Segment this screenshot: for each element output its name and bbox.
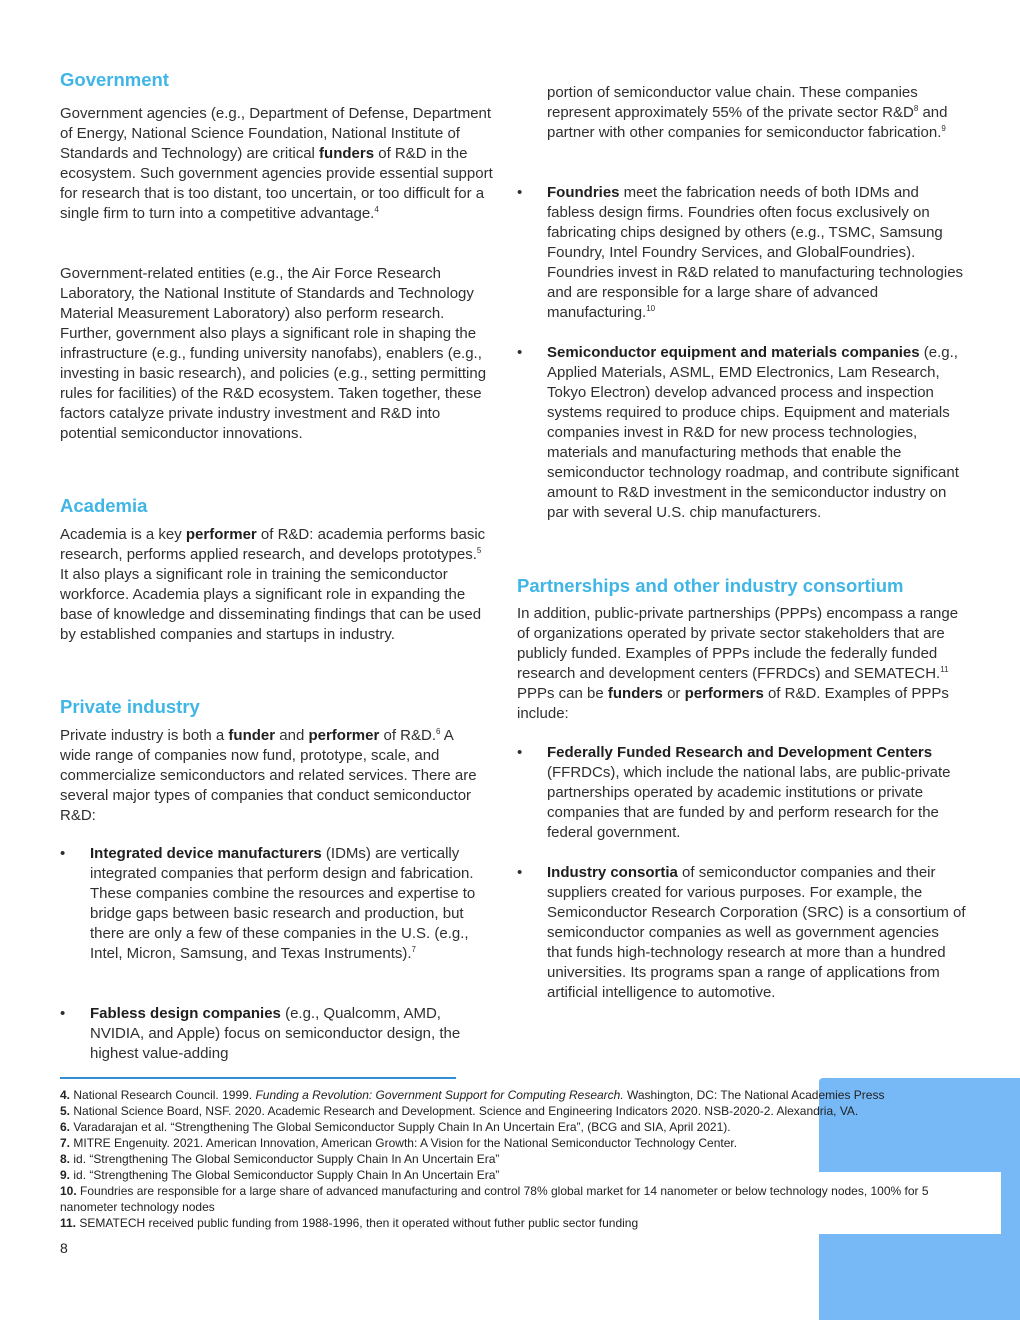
- footnote-7: 7. MITRE Engenuity. 2021. American Innovation, American Growth: A Vision for the National Semiconductor Technology Center.: [60, 1136, 738, 1150]
- bullet-consortia-text: Industry consortia of semiconductor companies and their suppliers created for various purposes. For example, the Semiconductor Research Corporation (SRC) is a consortium of semiconductor companies as well as government agencies that funds high-technology research at more than a hundred universities. Its programs span a range of applications from artificial intelligence to automotive.: [547, 864, 966, 1001]
- fabless-continuation: portion of semiconductor value chain. These companies represent approximately 55% of the private sector $R\&D^8$ and partner with other companies for semiconductor fabrication.$^9$: [547, 84, 948, 141]
- bullet-ffrdc-text: Federally Funded Research and Development Centers (FFRDCs), which include the national labs, are public-private partnerships operated by academic institutions or private companies that are funded by and perform research for the federal government.: [547, 744, 951, 841]
- footnote-9: 9. id. “Strengthening The Global Semiconductor Supply Chain In An Uncertain Era”: [60, 1168, 500, 1182]
- bullet-equipment-text: Semiconductor equipment and materials companies (e.g., Applied Materials, ASML, EMD Electronics, Lam Research, Tokyo Electron) develop advanced process and inspection systems required to produce chips. Equipment and materials companies invest in R&D for new process technologies, materials and manufacturing methods that enable the semiconductor technology roadmap, and contribute significant amount to R&D investment in the semiconductor industry on par with several U.S. chip manufacturers.: [547, 344, 959, 521]
- bullet-dot: •: [517, 864, 523, 881]
- page-number: 8: [60, 1240, 68, 1256]
- private-industry-paragraph: Private industry is both a funder and performer of R&D.$^6$ A wide range of companies now fund, prototype, scale, and commercialize semiconductors and related services. There are several major types of companies that conduct semiconductor R&D:: [60, 727, 477, 824]
- footnote-11: 11. SEMATECH received public funding from 1988-1996, then it operated without futher public sector funding: [60, 1216, 639, 1230]
- government-paragraph-1: Government agencies (e.g., Department of Defense, Department of Energy, National Science Foundation, National Institute of Standards and Technology) are critical funders of R&D in the ecosystem. Such government agencies provide essential support for research that is too distant, too uncertain, or too difficult for a single firm to turn into a competitive advantage.$^4$: [60, 105, 493, 222]
- heading-academia: Academia: [60, 495, 148, 516]
- heading-partnerships: Partnerships and other industry consortium: [517, 575, 904, 596]
- heading-government: Government: [60, 69, 169, 90]
- partnerships-paragraph: In addition, public-private partnerships (PPPs) encompass a range of organizations operated by private sector stakeholders that are publicly funded. Examples of PPPs include the federally funded research and development centers (FFRDCs) and SEMATECH.$^{11}$ PPPs can be funders or performers of R&D. Examples of PPPs include:: [517, 605, 959, 722]
- bullet-idm-text: Integrated device manufacturers (IDMs) are vertically integrated companies that perform design and fabrication. These companies combine the resources and expertise to bridge gaps between basic research and production, but there are only a few of these companies in the U.S. (e.g., Intel, Micron, Samsung, and Texas Instruments).$^7$: [90, 845, 476, 962]
- government-paragraph-2: Government-related entities (e.g., the Air Force Research Laboratory, the National Institute of Standards and Technology Material Measurement Laboratory) also perform research. Further, government also plays a significant role in shaping the infrastructure (e.g., funding university nanofabs), enablers (e.g., investing in basic research), and policies (e.g., setting permitting rules for facilities) of the R&D ecosystem. Taken together, these factors catalyze private industry investment and R&D into potential semiconductor innovations.: [60, 265, 487, 442]
- footnote-5: 5. National Science Board, NSF. 2020. Academic Research and Development. Science and Engineering Indicators 2020. NSB-2020-2. Alexandria, VA.: [60, 1104, 859, 1118]
- bullet-dot: •: [517, 744, 523, 761]
- bullet-foundries-text: Foundries meet the fabrication needs of both IDMs and fabless design firms. Foundries often focus exclusively on fabricating chips designed by others (e.g., TSMC, Samsung Foundry, Intel Foundry Services, and GlobalFoundries). Foundries invest in R&D related to manufacturing technologies and are responsible for a large share of advanced manufacturing.$^{10}$: [547, 184, 964, 321]
- footnote-divider: [60, 1077, 456, 1079]
- heading-private-industry: Private industry: [60, 696, 200, 717]
- academia-paragraph: Academia is a key performer of R&D: academia performs basic research, performs applied research, and develops prototypes.$^5$ It also plays a significant role in training the semiconductor workforce. Academia plays a significant role in expanding the base of knowledge and disseminating findings that can be used by established companies and startups in industry.: [60, 526, 490, 643]
- bullet-dot: •: [517, 184, 523, 201]
- bullet-dot: •: [517, 344, 523, 361]
- bullet-fabless-text: Fabless design companies (e.g., Qualcomm, AMD, NVIDIA, and Apple) focus on semiconductor design, the highest value-adding: [90, 1005, 461, 1062]
- bullet-dot: •: [60, 845, 66, 862]
- footnote-4: 4. National Research Council. 1999. Funding a Revolution: Government Support for Computing Research. Washington, DC: The National Academies Press: [60, 1088, 885, 1102]
- footnote-10: 10. Foundries are responsible for a large share of advanced manufacturing and control 78% global market for 14 nanometer or below technology nodes, 100% for 5 nanometer technology nodes: [60, 1184, 929, 1214]
- footnote-6: 6. Varadarajan et al. “Strengthening The Global Semiconductor Supply Chain In An Uncertain Era”, (BCG and SIA, April 2021).: [60, 1120, 731, 1134]
- footnote-8: 8. id. “Strengthening The Global Semiconductor Supply Chain In An Uncertain Era”: [60, 1152, 500, 1166]
- bullet-dot: •: [60, 1005, 66, 1022]
